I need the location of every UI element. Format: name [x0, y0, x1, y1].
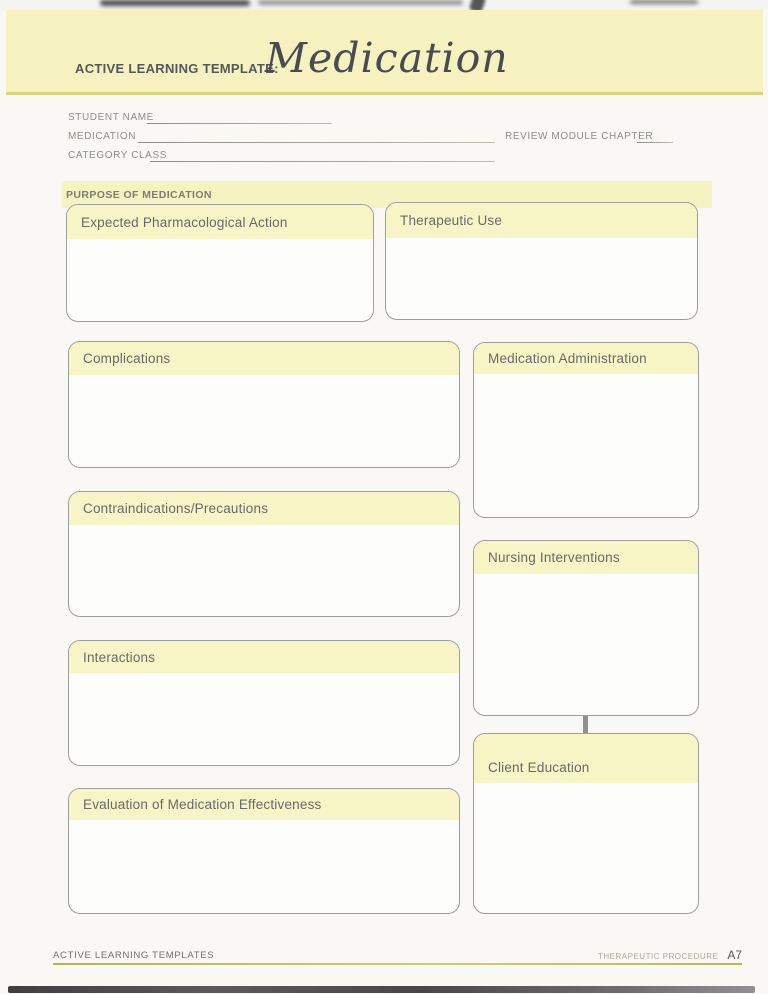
purpose-of-medication-label: PURPOSE OF MEDICATION — [66, 188, 212, 201]
scan-smudge — [258, 0, 463, 5]
evaluation-of-medication-effectiveness-title: Evaluation of Medication Effectiveness — [69, 789, 459, 820]
evaluation-of-medication-effectiveness-box — [68, 788, 460, 914]
nursing-interventions-box — [473, 540, 699, 716]
header-band — [6, 10, 763, 95]
category-class-field[interactable] — [150, 161, 495, 162]
medication-field[interactable] — [138, 142, 495, 143]
client-education-box — [473, 733, 699, 914]
nursing-to-client-education-connector — [583, 714, 588, 734]
contraindications-precautions-title: Contraindications/Precautions — [69, 492, 459, 525]
medication-administration-title: Medication Administration — [474, 343, 698, 374]
therapeutic-use-box — [385, 202, 698, 320]
footer-rule — [53, 963, 742, 965]
complications-title: Complications — [69, 342, 459, 375]
scan-smudge — [630, 0, 698, 4]
review-module-chapter-label: REVIEW MODULE CHAPTER — [505, 131, 654, 142]
scan-smudge — [100, 0, 250, 6]
template-type-label: ACTIVE LEARNING TEMPLATE: — [75, 61, 279, 76]
footer-section-label: THERAPEUTIC PROCEDURE — [598, 952, 719, 961]
interactions-title: Interactions — [69, 641, 459, 673]
expected-pharmacological-action-box — [66, 204, 374, 322]
review-module-chapter-field[interactable] — [637, 142, 673, 143]
footer-page-number: A7 — [727, 948, 742, 962]
student-name-label: STUDENT NAME — [68, 112, 154, 123]
interactions-box — [68, 640, 460, 766]
category-class-label: CATEGORY CLASS — [68, 150, 167, 161]
student-name-field[interactable] — [147, 123, 332, 124]
expected-pharmacological-action-title: Expected Pharmacological Action — [67, 205, 373, 239]
complications-box — [68, 341, 460, 468]
page-title: Medication — [265, 34, 509, 82]
therapeutic-use-title: Therapeutic Use — [386, 203, 697, 238]
nursing-interventions-title: Nursing Interventions — [474, 541, 698, 574]
medication-label: MEDICATION — [68, 131, 137, 142]
scan-bottom-edge — [8, 986, 755, 993]
contraindications-precautions-box — [68, 491, 460, 617]
client-education-title: Client Education — [474, 734, 698, 783]
footer-series-label: ACTIVE LEARNING TEMPLATES — [53, 950, 215, 961]
medication-administration-box — [473, 342, 699, 518]
footer-right-group — [598, 948, 742, 962]
